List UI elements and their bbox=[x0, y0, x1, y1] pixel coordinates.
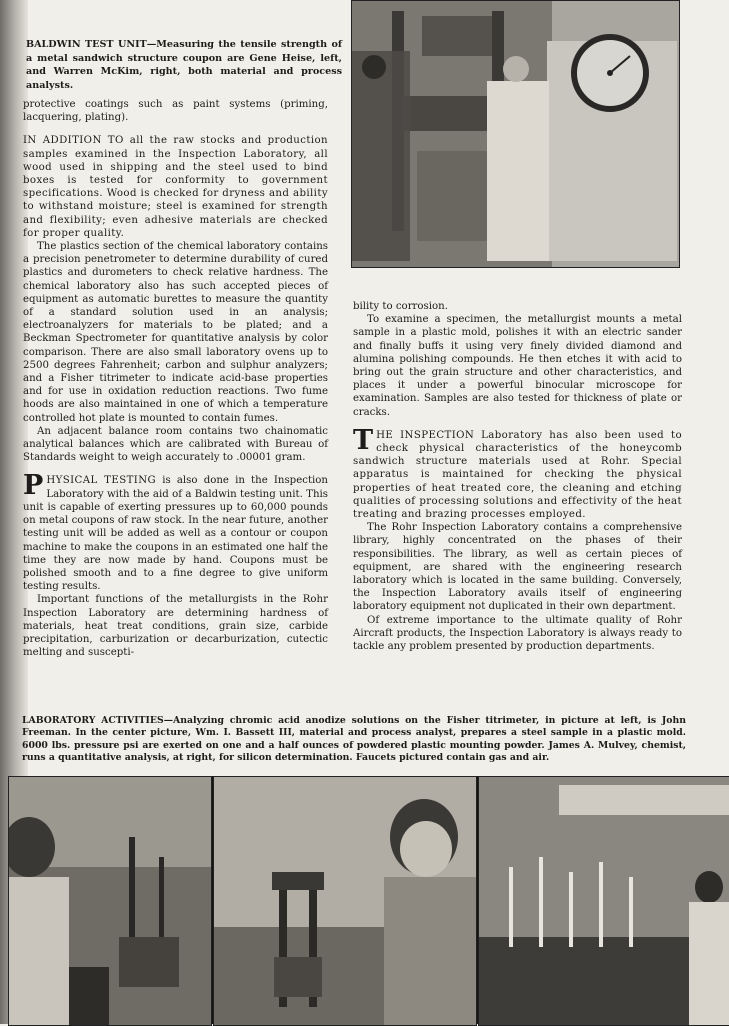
titrimeter-photo bbox=[8, 776, 212, 1026]
intro-paragraph: protective coatings such as paint systems (priming, lacquering, plating). bbox=[23, 99, 328, 124]
corrosion-continuation: bility to corrosion. bbox=[353, 301, 448, 312]
metallurgists-paragraph: Important functions of the metallurgists in the Rohr Inspection Laboratory are determining hardness of materials, heat treat conditions, grain size, carbide precipitation, carburization or decarburization, cutectic melting and suscepti- bbox=[23, 594, 328, 659]
inspection-dropcap: T bbox=[353, 424, 374, 456]
physical-testing-dropcap: P bbox=[23, 470, 44, 502]
raw-stocks-paragraph: IN ADDITION TO all the raw stocks and production samples examined in the Inspection Laboratory, all wood used in shipping and the steel used to bind boxes is tested for conformity to government specifications. Wood is checked for dryness and ability to withstand moisture; steel is examined for strength and flexibility; even adhesive materials are checked for proper quality. bbox=[23, 135, 328, 239]
physical-testing-paragraph bbox=[23, 470, 328, 593]
plastics-section-paragraph: The plastics section of the chemical laboratory contains a precision penetrometer to determine durability of cured plastics and durometers to check relative hardness. The chemical laboratory also has such accepted pieces of equipment as automatic burettes to measure the quantity of a standard solution used in an analysis; electroanalyzers for materials to be plated; and a Beckman Spectrometer for quantitative analysis by color comparison. There are also small laboratory ovens up to 2500 degrees Fahrenheit; carbon and sulphur analyzers; and a Fisher titrimeter to indicate acid-base properties and for use in oxidation reduction reactions. Two fume hoods are also maintained in one of which a temperature controlled hot plate is mounted to contain fumes. bbox=[23, 241, 328, 424]
right-text-column bbox=[353, 300, 682, 653]
plastic-mold-press-photo bbox=[213, 776, 477, 1026]
closing-paragraph: Of extreme importance to the ultimate quality of Rohr Aircraft products, the Inspection Laboratory is always ready to tackle any problem presented by production departments. bbox=[353, 614, 682, 653]
specimen-paragraph: To examine a specimen, the metallurgist mounts a metal sample in a plastic mold, polishes it with an electric sander and finally buffs it using very finely divided diamond and alumina polishing compounds. He then etches it with acid to bring out the grain structure and other characteristics, and places it under a powerful binocular microscope for examination. Samples are also tested for thickness of plate or cracks. bbox=[353, 314, 682, 418]
honeycomb-paragraph bbox=[353, 424, 682, 521]
honeycomb-body: HE INSPECTION Laboratory has also been used to check physical characteristics of the honeycomb sandwich structure materials used at Rohr. Special apparatus is maintained for checking the physical properties of heat treated core, the cleaning and etching qualities of processing solutions and effectivity of the heat treating and brazing processes employed. bbox=[353, 429, 682, 521]
silicon-analysis-photo bbox=[478, 776, 729, 1026]
library-paragraph: The Rohr Inspection Laboratory contains a comprehensive library, highly concentrated on the phases of their responsibilities. The library, as well as certain pieces of equipment, are shared with the engineering research laboratory which is located in the same building. Conversely, the Inspection Laboratory avails itself of engineering laboratory equipment not duplicated in their own department. bbox=[353, 522, 682, 613]
top-photo-caption: BALDWIN TEST UNIT—Measuring the tensile strength of a metal sandwich structure coupon are Gene Heise, left, and Warren McKim, right, both material and process analysts. bbox=[26, 39, 342, 91]
physical-testing-body: is also done in the Inspection Laboratory with the aid of a Baldwin testing unit. This unit is capable of exerting pressures up to 60,000 pounds on metal coupons of raw stock. In the near future, another testing unit will be added as well as a contour or coupon machine to make the coupons in an estimated one half the time they are now made by hand. Coupons must be polished smooth and to a fine degree to give uniform testing results. bbox=[23, 475, 328, 593]
laboratory-activities-caption: LABORATORY ACTIVITIES—Analyzing chromic acid anodize solutions on the Fisher titrimeter, in picture at left, is John Freeman. In the center picture, Wm. I. Bassett III, material and process analyst, prepares a steel sample in a plastic mold. 6000 lbs. pressure psi are exerted on one and a half ounces of powdered plastic mounting powder. James A. Mulvey, chemist, runs a quantitative analysis, at right, for silicon determination. Faucets pictured contain gas and air. bbox=[22, 715, 686, 764]
left-text-column bbox=[23, 98, 328, 659]
laboratory-photo-strip bbox=[8, 776, 729, 1024]
baldwin-test-unit-photo bbox=[351, 0, 680, 268]
physical-testing-lead: HYSICAL TESTING bbox=[46, 475, 157, 487]
balance-room-paragraph: An adjacent balance room contains two chainomatic analytical balances which are calibrated with Bureau of Standards weight to weigh accurately to .00001 gram. bbox=[23, 425, 328, 464]
